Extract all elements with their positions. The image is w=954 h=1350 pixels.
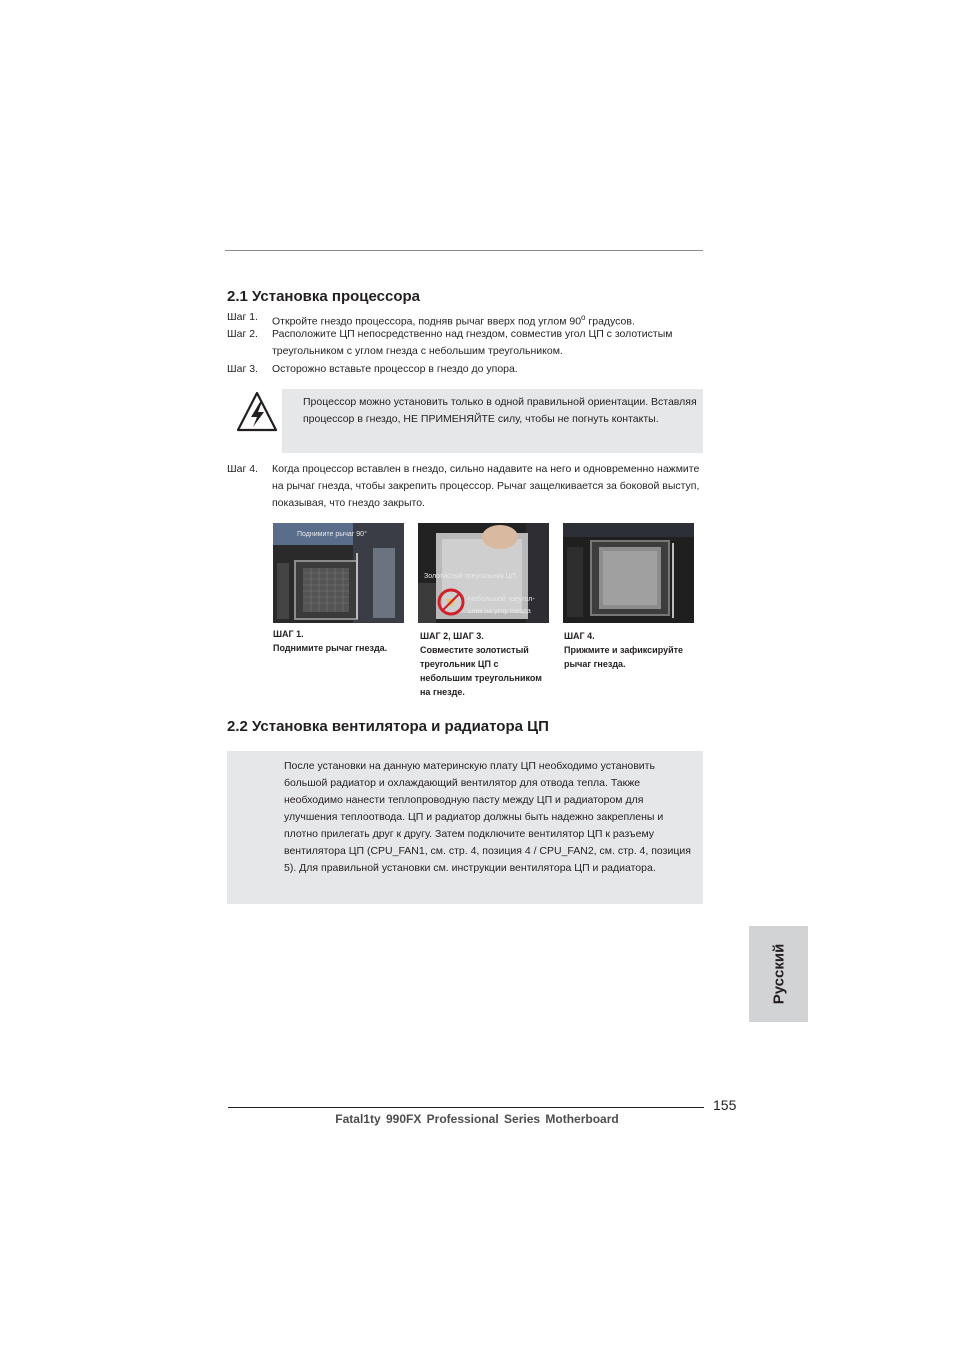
step-3-label: Шаг 3. xyxy=(227,363,258,375)
figure-step-4-photo xyxy=(563,523,694,623)
figure-step-1-photo xyxy=(273,523,404,623)
step-1-label: Шаг 1. xyxy=(227,311,258,323)
step-3-text: Осторожно вставьте процессор в гнездо до упора. xyxy=(272,363,518,375)
language-side-tab xyxy=(749,926,808,1022)
figure-2-caption-text: Совместите золотистый треугольник ЦП с небольшим треугольником на гнезде. xyxy=(420,645,542,697)
warning-lightning-icon xyxy=(236,391,278,433)
step-1-text: Откройте гнездо процессора, подняв рычаг вверх под углом 90$^o$ градусов. xyxy=(272,313,635,328)
figure-1-caption-text: Поднимите рычаг гнезда. xyxy=(273,643,388,653)
language-side-tab-label: Русский xyxy=(770,943,787,1005)
figure-1-caption-title: ШАГ 1. xyxy=(273,629,304,639)
warning-text: Процессор можно установить только в одной правильной ориентации. Вставляя процессор в гнездо, НЕ ПРИМЕНЯЙТЕ силу, чтобы не погнуть контакты. xyxy=(303,396,697,425)
figure-3-caption-title: ШАГ 4. xyxy=(564,631,595,641)
figure-1-overlay-text: Поднимите рычаг 90° xyxy=(297,531,367,538)
step-4-label: Шаг 4. xyxy=(227,463,258,475)
figure-1-caption xyxy=(273,627,413,655)
figure-3-caption-text: Прижмите и зафиксируйте рычаг гнезда. xyxy=(564,645,684,669)
step-4-text: Когда процессор вставлен в гнездо, сильно надавите на него и одновременно нажмите на рычаг гнезда, чтобы закрепить процессор. Рычаг защелкивается за боковой выступ, показывая, что гнездо закрыто. xyxy=(272,463,700,509)
page-number: 155 xyxy=(713,1097,737,1113)
footer-divider xyxy=(228,1107,704,1108)
figure-step-2-3-photo xyxy=(418,523,549,623)
figure-3-caption xyxy=(564,629,704,671)
step-2-text: Расположите ЦП непосредственно над гнездом, совместив угол ЦП с золотистым треугольником с углом гнезда с небольшим треугольником. xyxy=(272,328,673,357)
footer-product-name: Fatal1ty 990FX Professional Series Motherboard xyxy=(335,1112,619,1126)
figure-2-caption-title: ШАГ 2, ШАГ 3. xyxy=(420,631,484,641)
figure-2-overlay-socket-triangle-1: Небольшой треугол- xyxy=(468,596,535,603)
figure-2-overlay-socket-triangle-2: ьник на углу гнезда xyxy=(468,608,531,615)
degree-superscript: o xyxy=(581,313,586,322)
figure-2-overlay-cpu-triangle: Золотистый треугольник ЦП xyxy=(424,573,516,580)
figure-2-caption xyxy=(420,629,550,699)
step-2-label: Шаг 2. xyxy=(227,328,258,340)
section-2-title: 2.2 Установка вентилятора и радиатора ЦП xyxy=(227,718,549,735)
top-divider xyxy=(225,250,703,251)
section-2-text: После установки на данную материнскую плату ЦП необходимо установить большой радиатор и охлаждающий вентилятор для отвода тепла. Также необходимо нанести теплопроводную пасту между ЦП и радиатором для улучшения теплоотвода. ЦП и радиатор должны быть надежно закреплены и плотно прилегать друг к другу. Затем подключите вентилятор ЦП к разъему вентилятора ЦП (CPU_FAN1, см. стр. 4, позиция 4 / CPU_FAN2, см. стр. 4, позиция 5). Для правильной установки см. инструкции вентилятора ЦП и радиатора. xyxy=(284,760,691,874)
section-1-title: 2.1 Установка процессора xyxy=(227,288,421,305)
